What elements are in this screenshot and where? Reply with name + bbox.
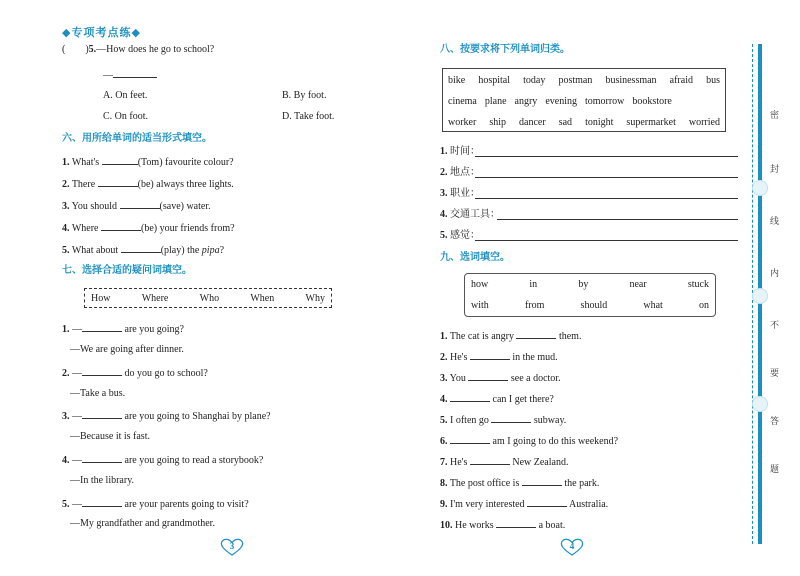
word-row-1: [471, 279, 709, 290]
dash: —: [103, 70, 113, 81]
item-pre: Where: [71, 223, 99, 234]
word-bank-item: Where: [141, 292, 169, 304]
word-bank-item: near: [629, 279, 647, 290]
item-num: 7.: [440, 457, 448, 468]
word-bank-item: ship: [489, 117, 507, 128]
answer-blank[interactable]: [113, 68, 157, 78]
item-question: are you going to read a storybook?: [124, 455, 264, 466]
item-question: do you go to school?: [124, 368, 208, 379]
item-pre: He's: [450, 457, 468, 468]
binding-char: 题: [770, 465, 780, 475]
answer-blank[interactable]: [98, 177, 138, 187]
item-post: can I get there?: [492, 394, 554, 405]
category-label: 时间：: [450, 146, 480, 157]
word-bank-9: [464, 273, 716, 317]
answer-line[interactable]: [475, 177, 738, 178]
item-num: 1.: [440, 331, 448, 342]
category-1: [440, 146, 480, 158]
item-post: (save) water.: [159, 201, 211, 212]
sec7-answer-4: —In the library.: [70, 475, 135, 486]
sec9-item-7: [440, 455, 568, 469]
word-bank-item: by: [578, 279, 589, 290]
section-6-title: 六、用所给单词的适当形式填空。: [62, 133, 212, 144]
item-post: Australia.: [569, 499, 609, 510]
sec7-item-3: [62, 409, 271, 423]
item-num: 9.: [440, 499, 448, 510]
answer-line[interactable]: [497, 219, 738, 220]
answer-line[interactable]: [475, 198, 738, 199]
item-post: New Zealand.: [512, 457, 569, 468]
item-num: 2.: [62, 179, 70, 190]
item-num: 4.: [440, 394, 448, 405]
word-bank-item: afraid: [669, 75, 693, 86]
sec6-item-1: [62, 155, 234, 169]
word-bank-item: When: [250, 292, 275, 304]
item-question: are you going to Shanghai by plane?: [124, 411, 271, 422]
binding-hole: [752, 396, 768, 412]
item-num: 5.: [62, 245, 70, 256]
item-post: am I going to do this weekend?: [492, 436, 619, 447]
answer-blank[interactable]: [82, 453, 122, 463]
section-9-title: 九、选词填空。: [440, 252, 510, 263]
category-5: [440, 230, 480, 242]
sec6-item-3: [62, 199, 211, 213]
item-num: 3.: [62, 411, 70, 422]
binding-char: 密: [770, 111, 780, 121]
word-row-1: [448, 75, 720, 86]
item-italic: pipa: [201, 245, 220, 256]
word-bank-item: should: [580, 300, 608, 311]
q5-text: —How does he go to school?: [96, 44, 215, 55]
answer-blank[interactable]: [82, 366, 122, 376]
item-post: in the mud.: [512, 352, 558, 363]
sec9-item-3: [440, 371, 561, 385]
word-bank-item: plane: [484, 96, 507, 107]
item-post: subway.: [533, 415, 567, 426]
binding-hole: [752, 288, 768, 304]
answer-blank[interactable]: [527, 497, 567, 507]
item-num: 4.: [62, 455, 70, 466]
item-pre: I often go: [450, 415, 489, 426]
sec9-item-9: [440, 497, 608, 511]
page-number-text: 4: [569, 541, 575, 551]
word-row-2: [448, 96, 720, 107]
word-bank-item: with: [471, 300, 489, 311]
sec7-answer-2: —Take a bus.: [70, 388, 126, 399]
item-question: are you going?: [124, 324, 184, 335]
answer-blank[interactable]: [470, 350, 510, 360]
page-number-right: [559, 537, 585, 557]
item-post: them.: [558, 331, 582, 342]
item-question: are your parents going to visit?: [124, 499, 249, 510]
right-page: [400, 0, 760, 576]
word-bank-item: what: [643, 300, 663, 311]
dash: —: [72, 455, 82, 466]
sec7-item-5: [62, 497, 249, 511]
dash: —: [72, 499, 82, 510]
word-bank-item: worried: [688, 117, 720, 128]
category-label: 职业：: [450, 188, 480, 199]
item-num: 4.: [440, 209, 448, 220]
item-num: 10.: [440, 520, 453, 531]
answer-blank[interactable]: [450, 434, 490, 444]
word-bank-item: in: [529, 279, 538, 290]
word-bank-item: evening: [545, 96, 577, 107]
dash: —: [72, 368, 82, 379]
page-number-text: 3: [229, 541, 235, 551]
sec7-answer-5: —My grandfather and grandmother.: [70, 518, 215, 529]
binding-char: 答: [770, 417, 780, 427]
item-num: 1.: [440, 146, 448, 157]
word-bank-item: stuck: [687, 279, 709, 290]
item-pre: There: [71, 179, 96, 190]
answer-blank[interactable]: [82, 409, 122, 419]
item-pre: You should: [71, 201, 118, 212]
sec9-item-1: [440, 329, 581, 343]
item-num: 6.: [440, 436, 448, 447]
category-2: [440, 167, 480, 179]
sec9-item-5: [440, 413, 566, 427]
word-bank-item: angry: [514, 96, 538, 107]
item-num: 1.: [62, 324, 70, 335]
word-bank-item: how: [471, 279, 489, 290]
item-pre: The cat is angry: [449, 331, 514, 342]
item-num: 2.: [440, 352, 448, 363]
item-post: see a doctor.: [510, 373, 561, 384]
sec9-item-8: [440, 476, 599, 490]
item-num: 5.: [440, 230, 448, 241]
sec7-item-4: [62, 453, 263, 467]
category-3: [440, 188, 480, 200]
page-number-left: [219, 537, 245, 557]
sec6-item-4: [62, 221, 235, 235]
category-4: [440, 209, 500, 221]
item-num: 2.: [62, 368, 70, 379]
answer-blank[interactable]: [101, 221, 141, 231]
word-bank-item: sad: [558, 117, 573, 128]
answer-blank[interactable]: [496, 518, 536, 528]
binding-char: 要: [770, 369, 780, 379]
answer-blank[interactable]: [82, 497, 122, 507]
word-bank-7: [84, 288, 332, 308]
item-pre: What's: [71, 157, 100, 168]
word-bank-item: on: [698, 300, 709, 311]
item-num: 3.: [62, 201, 70, 212]
item-post: the park.: [564, 478, 600, 489]
item-num: 5.: [440, 415, 448, 426]
word-bank-item: postman: [558, 75, 593, 86]
item-num: 1.: [62, 157, 70, 168]
section-header-tag: ◆专项考点练◆: [62, 26, 141, 39]
word-bank-item: How: [91, 292, 111, 304]
dash: —: [72, 324, 82, 335]
word-bank-item: bus: [706, 75, 720, 86]
item-end: ?: [219, 245, 225, 256]
binding-char: 不: [770, 321, 780, 331]
item-post: (be) your friends from?: [140, 223, 235, 234]
item-post: (play) the: [160, 245, 200, 256]
answer-blank[interactable]: [102, 155, 138, 165]
word-bank-item: bookstore: [632, 96, 672, 107]
binding-char: 线: [770, 217, 780, 227]
sec6-item-2: [62, 177, 234, 191]
q5-answer-line: [103, 68, 157, 82]
answer-blank[interactable]: [522, 476, 562, 486]
item-pre: What about: [71, 245, 119, 256]
sec9-item-10: [440, 518, 565, 532]
answer-blank[interactable]: [120, 199, 160, 209]
word-bank-item: Why: [305, 292, 325, 304]
word-bank-item: hospital: [478, 75, 510, 86]
answer-blank[interactable]: [450, 392, 490, 402]
answer-blank[interactable]: [468, 371, 508, 381]
word-bank-item: businessman: [605, 75, 657, 86]
answer-paren[interactable]: ( ): [62, 44, 89, 55]
word-bank-item: Who: [199, 292, 220, 304]
section-8-title: 八、按要求将下列单词归类。: [440, 44, 570, 55]
word-row-2: [471, 300, 709, 311]
item-pre: He's: [450, 352, 468, 363]
word-bank-item: supermarket: [626, 117, 676, 128]
dash: —: [72, 411, 82, 422]
word-bank-item: tomorrow: [584, 96, 625, 107]
answer-line[interactable]: [475, 156, 738, 157]
category-label: 交通工具：: [450, 209, 500, 220]
q5-line: [62, 44, 214, 56]
sec9-item-4: [440, 392, 554, 406]
answer-blank[interactable]: [82, 322, 122, 332]
answer-line[interactable]: [475, 240, 738, 241]
item-post: a boat.: [538, 520, 566, 531]
item-post: (be) always three lights.: [137, 179, 234, 190]
sec6-item-5: [62, 243, 224, 257]
word-bank-item: cinema: [448, 96, 477, 107]
option-b[interactable]: B. By foot.: [282, 90, 327, 101]
option-c[interactable]: C. On foot.: [103, 111, 148, 122]
item-num: 3.: [440, 373, 448, 384]
word-bank-item: dancer: [519, 117, 546, 128]
q5-num: 5.: [88, 44, 97, 55]
item-pre: I'm very interested: [450, 499, 525, 510]
answer-blank[interactable]: [491, 413, 531, 423]
item-num: 5.: [62, 499, 70, 510]
answer-blank[interactable]: [121, 243, 161, 253]
binding-char: 内: [770, 269, 780, 279]
sec9-item-6: [440, 434, 618, 448]
item-num: 4.: [62, 223, 70, 234]
word-bank-item: today: [523, 75, 546, 86]
answer-blank[interactable]: [516, 329, 556, 339]
binding-char: 封: [770, 165, 780, 175]
item-post: (Tom) favourite colour?: [137, 157, 234, 168]
item-num: 8.: [440, 478, 448, 489]
item-pre: He works: [455, 520, 494, 531]
sec7-item-2: [62, 366, 208, 380]
word-bank-item: worker: [448, 117, 477, 128]
word-bank-item: bike: [448, 75, 466, 86]
sec7-item-1: [62, 322, 184, 336]
item-pre: The post office is: [449, 478, 520, 489]
sec7-answer-3: —Because it is fast.: [70, 431, 150, 442]
word-bank-item: from: [524, 300, 545, 311]
sec7-answer-1: —We are going after dinner.: [70, 344, 184, 355]
binding-hole: [752, 180, 768, 196]
option-d[interactable]: D. Take foot.: [282, 111, 335, 122]
option-a[interactable]: A. On feet.: [103, 90, 148, 101]
section-7-title: 七、选择合适的疑问词填空。: [62, 265, 192, 276]
category-label: 感觉：: [450, 230, 480, 241]
item-num: 2.: [440, 167, 448, 178]
item-num: 3.: [440, 188, 448, 199]
sec9-item-2: [440, 350, 558, 364]
word-row-3: [448, 117, 720, 128]
answer-blank[interactable]: [470, 455, 510, 465]
category-label: 地点：: [450, 167, 480, 178]
item-pre: You: [449, 373, 466, 384]
word-bank-item: tonight: [585, 117, 614, 128]
word-bank-8: [442, 68, 726, 132]
